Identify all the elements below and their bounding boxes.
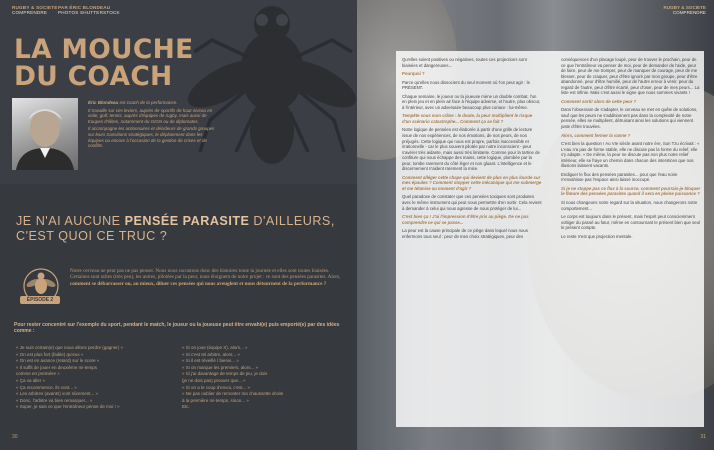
paragraph: Si nous changeons notre regard sur la situation, nous changerons notre comportement...	[561, 200, 698, 211]
paragraph: Notre logique de pensées est élaborée à partir d'une grille de lecture issue de nos expériences, de nos émotions, de nos peurs, de nos préjugés. Cette logique qui nous est propre, parfois inaccessible et irrationnelle - car le plus souvent pilotée par notre inconscient - peut s'avérer très aidante, mais aussi très limitante. Comme pour la tartine de confiture qui nous échappe des mains, cette logique, plombée par la peur, tombe rarement du côté léger et non gluant. L'intelligence et le discernement n'aident rarement la mise.	[402, 127, 540, 172]
list-item: « On est plus fort (faible) qu'eux »	[16, 351, 84, 357]
author-bio: Éric Blondeau est coach de la performance. Il travaille sur ces leviers, auprès de sportifs de haut niveau en voile, golf, tennis, auprès d'équipes de rugby, mais aussi de troupes d'élites, notamment du GIGN ou de diplomates. Il accompagne les actionnaires et décideurs de grands groupes sur leurs transitions stratégiques, le déploiement dans les équipes ou encore à l'occasion de la gestion de crises et de conflits.	[88, 100, 215, 149]
page-number-right: 31	[700, 434, 706, 440]
subheading: Tempête sous mon crâne : le doute, la peur multiplient le risque d'un scénario catastrophe... Comment ça se fait ?	[402, 113, 533, 124]
subheading: C'est bien ça ! J'ai l'impression d'être pris au piège. De ne pas comprendre ce qui se passe...	[402, 214, 529, 225]
paragraph: Le corps est toujours dans le présent, mais l'esprit peut consciemment voltiger du passé au futur, même en contournant le présent bien que seul le présent compte.	[561, 214, 701, 231]
list-item: « Super, je sais ce que l'entraîneur pense de moi ! »	[16, 404, 120, 410]
list-item: « Ça va aller »	[16, 377, 46, 383]
list-item: à la première mi-temps, sinon... »	[182, 397, 249, 403]
list-item: « On est en avance (retard) sur le score »	[16, 358, 100, 364]
list-item: « Si c'est tel arbitre, alors... »	[182, 351, 240, 357]
article-column-1	[402, 57, 542, 242]
subheading: Si je ne stoppe pas ce flux à la source, comment pourrais-je bloquer le flœure des pensées parasites quand il sera en pleine puissance ?	[561, 185, 701, 197]
list-item: « Si on joue (équipe X), alors... »	[182, 345, 248, 350]
article-headline: JE N'AI AUCUNE PENSÉE PARASITE D'AILLEURS, C'EST QUOI CE TRUC ?	[16, 214, 335, 243]
list-item: « Si on a le coup d'envoi, c'est... »	[182, 384, 251, 390]
list-item: « Il suffit de jouer en deuxième mi-temps	[16, 364, 97, 370]
fly-icon	[20, 266, 62, 312]
subheading: Pourquoi ?	[402, 71, 425, 77]
bullet-list-left	[16, 345, 176, 411]
episode-badge: ÉPISODE 2	[20, 296, 60, 304]
subheading: Comment sortir alors de cette peur ?	[561, 98, 637, 104]
subheading: Comment alléger cette chape qui devient de plus en plus lourde sur mes épaules ? Comment stopper cette mécanique qui me submerge et me tétanise au moment d'agir ?	[402, 174, 542, 191]
author-photo	[12, 98, 78, 170]
section-header-right: RUGBY & SOCIETE COMPRENDRE	[663, 5, 706, 16]
subheading: Alors, comment fermer la vanne ?	[561, 132, 631, 138]
bullet-list-right	[182, 345, 342, 411]
paragraph: C'est bien la question ! Au VIe siècle avant notre ère, Sun Tzu écrivait : « L'eau n'a pas de forme stable, elle ne discute pas la forme du relief, elle s'y adapte. » De même, la peur ne discute pas non plus notre relief intérieur, elle se fraye un chemin dans chacun des interstices que nos illusions laissent vacants.	[561, 141, 700, 169]
paragraph: Quel paradoxe de constater que ces pensées toxiques sont produites avec le même instrument qui peut nous permettre d'en sortir. Cela revient à demander à celui qui nous agresse de nous protéger de lui...	[402, 194, 542, 211]
paragraph: Parce qu'elles nous dissocient du seul moment où l'on peut agir : le PRÉSENT.	[402, 79, 530, 91]
paragraph: La peur est la cause principale de ce piège dans lequel nous nous enfermons tous seul : peur de mes choix stratégiques, peur des	[402, 228, 528, 239]
list-item: Etc.	[182, 404, 190, 410]
intro-text: Notre cerveau ne peut pas ne pas penser. Nous nous racontons donc des histoires toute la journée et elles sont toutes biaisées. Certaines sont utiles (très peu), les autres, pilotées par la peur, nous éloignent de notre projet : ce sont des pensées parasites. Alors, comment se débarrasser ou, au mieux, diluer ces pensées qui nous aveuglent et nous détournent de la performance ?	[70, 268, 341, 287]
page-title: LA MOUCHE DU COACH	[14, 34, 194, 92]
list-item: comme en première »	[16, 371, 60, 377]
page-number: 30	[12, 434, 18, 440]
paragraph: conséquences d'un placage loupé, peur de trouver le prochain, peur de ce que l'entraîneur va penser de moi, peur de demander de l'aide, peur de faire, peur de me tromper, peur de manquer de courage, peur de me blesser, peur de craquer, peur d'être ignoré par mon groupe, peur d'être abandonné, peur d'être humilié, peur de l'autre erreur à venir, peur du regard de l'autre, peur d'être écarté, peur d'oser, peur de mes peurs... La liste est infinie. Mais c'est aussi le signe que nous sommes vivants !	[561, 57, 700, 96]
list-item: « Ne pas oublier de remonter ma chaussette droite	[182, 391, 284, 397]
section-header: RUGBY & SOCIETE COMPRENDRE	[12, 5, 58, 16]
list-item: « Les arbitres (avants) vont sûrement... »	[16, 391, 99, 397]
list-item: « Si j'ai davantage de temps de jeu, je dois	[182, 371, 268, 377]
paragraph: Chaque semaine, le joueur ou la joueuse mène un double combat, l'un en plein jeu et en plein air face à l'équipe adverse, et l'autre, plus obscur, à l'intérieur, avec un adversaire beaucoup plus coriace : lui-même.	[402, 93, 541, 110]
paragraph: Endiguer le flux des pensées parasites... pour que l'eau noire n'envahisse pas l'espace ainsi laissé inoccupé.	[561, 171, 678, 183]
paragraph: Le reste n'est que projection mentale.	[561, 233, 633, 239]
paragraph: Qu'elles soient positives ou négatives, toutes ces projections sont biaisées et dangereuses...	[402, 57, 527, 68]
author-name: Éric Blondeau	[88, 100, 119, 105]
portrait-image	[12, 98, 78, 170]
lead-paragraph: Pour rester concentré sur l'exemple du sport, pendant le match, le joueur ou la joueuse peut être envahi(e) puis emporté(e) par des idées comme :	[14, 322, 340, 335]
article-column-2	[561, 57, 701, 242]
credits: PAR ÉRIC BLONDEAU PHOTOS SHUTTERSTOCK	[58, 5, 120, 16]
list-item: « Si on marque les premiers, alors... »	[182, 364, 259, 370]
list-item: « Donc, l'arbitre va bien remarquer... »	[16, 397, 93, 403]
list-item: « Si il est réveillé / bienvi... »	[182, 358, 239, 364]
list-item: « Je suis certain(e) que nous allons perdre (gagner) »	[16, 345, 124, 350]
list-item: (je ne dois pas) prouver que... »	[182, 377, 246, 383]
paragraph: Dans l'obsession de s'adapter, le cerveau se met en quête de solutions, sauf que les peurs ne s'additionnent pas dans la complexité de notre pensée, elles se multiplient, détruisant ainsi les solutions qui viennent juste d'être trouvées.	[561, 107, 698, 130]
list-item: « Ça recommence, ils vont... »	[16, 384, 77, 390]
